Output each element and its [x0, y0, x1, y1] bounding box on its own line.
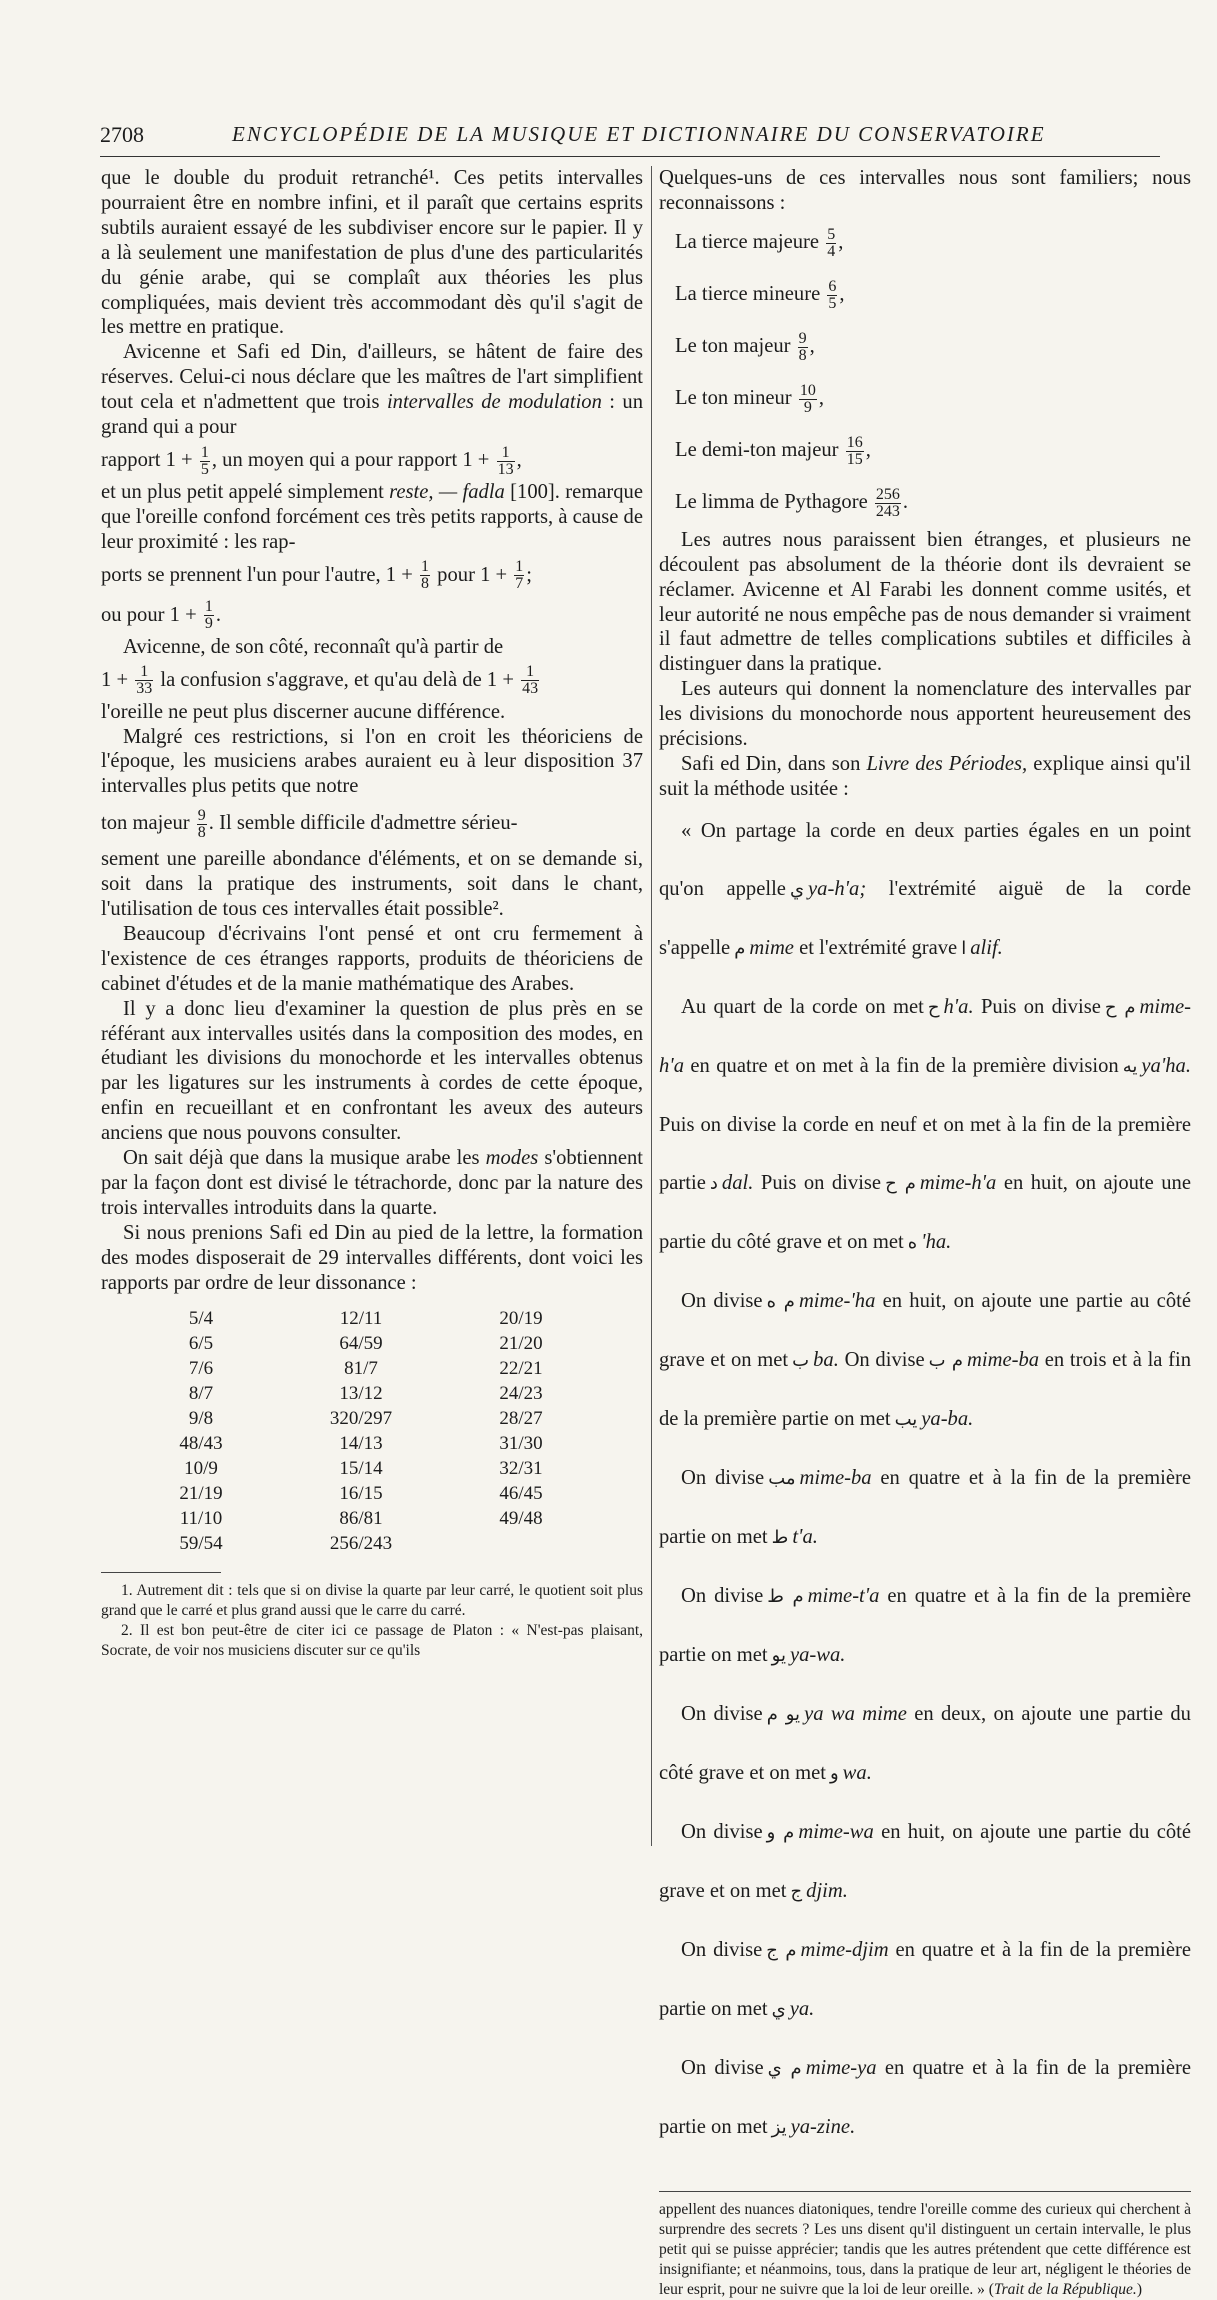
ratio-cell: 48/43	[179, 1432, 223, 1454]
ratio-cell	[441, 1531, 601, 1556]
fraction: $\frac{16}{15}$	[846, 433, 863, 468]
ratio-cell: 6/5	[188, 1332, 214, 1354]
ratio-cell: 86/81	[339, 1507, 383, 1529]
interval-item: Le ton majeur $\frac{9}{8}$ ,	[675, 329, 815, 364]
ratio-cell: 22/21	[499, 1357, 543, 1379]
ratio-cell: 28/27	[499, 1407, 543, 1429]
fraction: $\frac{1}{7}$	[515, 558, 524, 593]
paragraph-continuation: ports se prennent l'un pour l'autre, 1 + $\frac{1}{8}$ pour 1 + $\frac{1}{7}$ ;	[101, 558, 533, 593]
arabic-letter: م ي	[767, 2057, 802, 2079]
arabic-letter: م ج	[766, 1939, 797, 1961]
footnote-2: 2. Il est bon peut-être de citer ici ce passage de Platon : « N'est-pas plaisant, Socrate, de voir nos musiciens discuter sur ce qu'ils	[101, 1621, 643, 1659]
ratio-cell: 16/15	[339, 1482, 383, 1504]
arabic-letter: د	[709, 1172, 718, 1194]
paragraph: que le double du produit retranché¹. Ces petits intervalles pourraient être en nombre infini, et il paraît que certains esprits subtils auraient essayé de les subdiviser encore sur le papier. Il y a là seulement une manifestation de plus d'une des particularités du génie arabe, qui se complaît aux théories les plus compliquées, mais devient très accommodant dès qu'il s'agit de les mettre en pratique.	[101, 167, 643, 339]
ratio-cell: 14/13	[339, 1432, 383, 1454]
paragraph-continuation: ton majeur $\frac{9}{8}$ . Il semble difficile d'admettre sérieu-	[101, 806, 518, 841]
paragraph: Beaucoup d'écrivains l'ont pensé et ont cru fermement à l'existence de ces étranges rapports, produits de théoriciens de cabinet d'études et de la manie mathématique des Arabes.	[101, 922, 643, 995]
quote-paragraph: On divise يو م ya wa mime en deux, on ajoute une partie du côté grave et on met و wa.	[659, 1702, 1191, 1784]
paragraph: Safi ed Din, dans son Livre des Périodes, explique ainsi qu'il suit la méthode usitée :	[659, 752, 1191, 800]
arabic-letter: ح	[927, 996, 940, 1018]
fraction: $\frac{1}{13}$	[497, 443, 514, 478]
fraction: $\frac{1}{33}$	[136, 663, 153, 698]
paragraph: Les auteurs qui donnent la nomenclature des intervalles par les divisions du monochorde nous apportent heureusement des précisions.	[659, 678, 1191, 751]
fraction: $\frac{9}{8}$	[798, 329, 807, 364]
ratio-cell: 46/45	[499, 1482, 543, 1504]
paragraph-continuation: 1 + $\frac{1}{33}$ la confusion s'aggrave, et qu'au delà de 1 + $\frac{1}{43}$	[101, 663, 539, 698]
fraction: $\frac{9}{8}$	[197, 806, 206, 841]
arabic-letter: يو	[771, 1644, 786, 1666]
quote-paragraph: Au quart de la corde on met ح h'a. Puis on divise م ح mime-h'a en quatre et on met à la fin de la première division يه ya'ha. Puis on divise la corde en neuf et on met à la fin de la première partie د dal. Puis on divise م ح mime-h'a en huit, on ajoute une partie du côté grave et on met ه 'ha.	[659, 995, 1191, 1253]
quote-paragraph: « On partage la corde en deux parties égales en un point qu'on appelle ي ya-h'a; l'extrémité aiguë de la corde s'appelle م mime et l'extrémité grave ا alif.	[659, 819, 1191, 959]
arabic-letter: م و	[766, 1821, 795, 1843]
ratio-cell: 7/6	[188, 1357, 214, 1379]
ratio-cell: 9/8	[188, 1407, 214, 1429]
arabic-letter: ي	[771, 1998, 786, 2020]
arabic-letter: ط	[771, 1526, 789, 1548]
ratio-row	[121, 1381, 601, 1406]
column-rule	[651, 166, 652, 1846]
paragraph-continuation: ou pour 1 + $\frac{1}{9}$ .	[101, 598, 222, 633]
fraction: $\frac{10}{9}$	[799, 381, 816, 416]
interval-item: Le limma de Pythagore $\frac{256}{243}$ .	[675, 485, 909, 520]
fraction: $\frac{1}{9}$	[204, 598, 213, 633]
footnote-rule	[101, 1572, 221, 1573]
ratio-cell: 320/297	[329, 1407, 393, 1429]
interval-item: Le demi-ton majeur $\frac{16}{15}$ ,	[675, 433, 871, 468]
ratio-row	[121, 1356, 601, 1381]
fraction: $\frac{1}{8}$	[421, 558, 430, 593]
ratio-cell: 13/12	[339, 1382, 383, 1404]
ratio-row	[121, 1331, 601, 1356]
fraction: $\frac{6}{5}$	[828, 277, 837, 312]
right-column	[659, 166, 1191, 2300]
fraction: $\frac{256}{243}$	[875, 485, 900, 520]
arabic-letter: يز	[771, 2116, 787, 2138]
arabic-letter: مب	[768, 1467, 796, 1489]
ratio-row	[121, 1431, 601, 1456]
quote-paragraph: On divise م ط mime-t'a en quatre et à la fin de la première partie on met يو ya-wa.	[659, 1584, 1191, 1666]
ratio-table	[121, 1306, 601, 1556]
fraction: $\frac{1}{43}$	[522, 663, 539, 698]
footnote-1: 1. Autrement dit : tels que si on divise la quarte par leur carré, le quotient soit plus grand que le carré et plus grand aussi que le carre du carré.	[101, 1581, 643, 1619]
quote-paragraph: On divise م ه mime-'ha en huit, on ajoute une partie au côté grave et on met ب ba. On divise م ب mime-ba en trois et à la fin de la première partie on met يب ya-ba.	[659, 1289, 1192, 1430]
arabic-letter: يو م	[766, 1703, 801, 1725]
paragraph-continuation: sement une pareille abondance d'éléments, et on se demande si, soit dans la pratique des instruments, soit dans le chant, l'utilisation de tous ces intervalles était possible².	[101, 848, 643, 921]
paragraph: Il y a donc lieu d'examiner la question de plus près en se référant aux intervalles usités dans la composition des modes, en étudiant les divisions du monochorde et les intervalles obtenus par les ligatures sur les instruments à cordes de cette époque, enfin en recueillant et en confrontant les aveux des auteurs anciens que nous pouvons consulter.	[101, 997, 643, 1145]
ratio-cell: 12/11	[339, 1307, 383, 1329]
paragraph: Avicenne, de son côté, reconnaît qu'à partir de	[123, 635, 504, 658]
paragraph: Quelques-uns de ces intervalles nous sont familiers; nous reconnaissons :	[659, 167, 1191, 214]
arabic-letter: م ب	[928, 1349, 963, 1371]
quote-paragraph: On divise م ي mime-ya en quatre et à la fin de la première partie on met يز ya-zine.	[659, 2056, 1191, 2138]
arabic-letter: ه	[907, 1231, 918, 1253]
ratio-cell: 64/59	[339, 1332, 383, 1354]
arabic-letter: م	[734, 937, 746, 959]
quote-paragraph: On divise م و mime-wa en huit, on ajoute une partie du côté grave et on met ج djim.	[659, 1820, 1191, 1902]
arabic-letter: و	[829, 1762, 839, 1784]
header-rule	[100, 156, 1160, 157]
paragraph-continuation: et un plus petit appelé simplement reste, — fadla [100]. remarque que l'oreille confond forcément ces très petits rapports, à cause de leur proximité : les rap-	[101, 480, 643, 553]
ratio-cell: 20/19	[499, 1307, 543, 1329]
left-column	[101, 166, 643, 1661]
interval-list	[659, 216, 1191, 528]
arabic-letter: ب	[792, 1349, 810, 1371]
ratio-row	[121, 1481, 601, 1506]
paragraph: Malgré ces restrictions, si l'on en croit les théoriciens de l'époque, les musiciens arabes auraient eu à leur disposition 37 intervalles plus petits que notre	[101, 725, 643, 798]
interval-item: La tierce mineure $\frac{6}{5}$ ,	[675, 277, 845, 312]
ratio-cell: 15/14	[339, 1457, 383, 1479]
ratio-cell: 21/20	[499, 1332, 543, 1354]
ratio-cell: 21/19	[179, 1482, 223, 1504]
arabic-letter: ي	[789, 878, 805, 900]
interval-item: La tierce majeure $\frac{5}{4}$ ,	[675, 225, 844, 260]
ratio-row	[121, 1506, 601, 1531]
paragraph-continuation: rapport 1 + $\frac{1}{5}$ , un moyen qui a pour rapport 1 + $\frac{1}{13}$ ,	[101, 443, 522, 478]
ratio-row	[121, 1306, 601, 1331]
ratio-cell: 32/31	[499, 1457, 543, 1479]
page-number: 2708	[100, 122, 144, 147]
quote-paragraph: On divise مب mime-ba en quatre et à la fin de la première partie on met ط t'a.	[659, 1466, 1191, 1548]
paragraph-continuation: l'oreille ne peut plus discerner aucune différence.	[101, 700, 506, 723]
quote-paragraph: On divise م ج mime-djim en quatre et à la fin de la première partie on met ي ya.	[659, 1938, 1191, 2020]
ratio-cell: 11/10	[179, 1507, 223, 1529]
ratio-row	[121, 1531, 601, 1556]
ratio-row	[121, 1406, 601, 1431]
ratio-cell: 10/9	[184, 1457, 218, 1479]
fraction: $\frac{1}{5}$	[200, 443, 209, 478]
ratio-cell: 49/48	[499, 1507, 543, 1529]
paragraph: Si nous prenions Safi ed Din au pied de la lettre, la formation des modes disposerait de 29 intervalles différents, dont voici les rapports par ordre de leur dissonance :	[101, 1221, 643, 1294]
ratio-cell: 8/7	[188, 1382, 214, 1404]
arabic-letter: م ح	[885, 1172, 916, 1194]
arabic-letter: ا	[961, 937, 967, 959]
interval-item: Le ton mineur $\frac{10}{9}$ ,	[675, 381, 824, 416]
ratio-cell: 5/4	[188, 1307, 214, 1329]
arabic-letter: م ح	[1104, 996, 1136, 1018]
running-title: ENCYCLOPÉDIE DE LA MUSIQUE ET DICTIONNAIRE DU CONSERVATOIRE	[232, 122, 1046, 146]
arabic-letter: م ه	[766, 1290, 795, 1312]
ratio-row	[121, 1456, 601, 1481]
paragraph: Avicenne et Safi ed Din, d'ailleurs, se hâtent de faire des réserves. Celui-ci nous déclare que les maîtres de l'art simplifient tout cela et n'admettent que trois intervalles de modulation : un grand qui a pour	[101, 341, 643, 439]
paragraph: On sait déjà que dans la musique arabe les modes s'obtiennent par la façon dont est divisé le tétrachorde, donc par la nature des trois intervalles introduits dans la quarte.	[101, 1147, 643, 1219]
ratio-cell: 59/54	[179, 1532, 223, 1554]
arabic-letter: ج	[790, 1880, 803, 1902]
paragraph: Les autres nous paraissent bien étranges, et plusieurs ne découlent pas absolument de la théorie dont ils devraient se réclamer. Avicenne et Al Farabi les donnent comme usités, et leur autorité ne nous empêche pas de nous demander si vraiment il faut admettre de telles complications subtiles et difficiles à distinguer dans la pratique.	[659, 528, 1191, 676]
ratio-cell: 256/243	[329, 1532, 393, 1554]
page-header	[100, 122, 1160, 156]
footnote-continuation: appellent des nuances diatoniques, tendre l'oreille comme des curieux qui cherchent à surprendre des secrets ? Les uns disent qu'il distinguent un certain intervalle, le plus petit qui se puisse apprécier; tandis que les autres prétendent que cette différence est insignifiante; et néanmoins, tous, dans la pratique de leur art, négligent le théories de leur esprit, pour ne suivre que la loi de leur oreille. » (Trait de la République.)	[659, 2191, 1191, 2300]
ratio-cell: 81/7	[344, 1357, 378, 1379]
arabic-letter: م ط	[767, 1585, 804, 1607]
arabic-letter: يب	[894, 1408, 918, 1430]
ratio-cell: 31/30	[499, 1432, 543, 1454]
fraction: $\frac{5}{4}$	[827, 225, 836, 260]
ratio-cell: 24/23	[499, 1382, 543, 1404]
arabic-letter: يه	[1122, 1055, 1138, 1077]
